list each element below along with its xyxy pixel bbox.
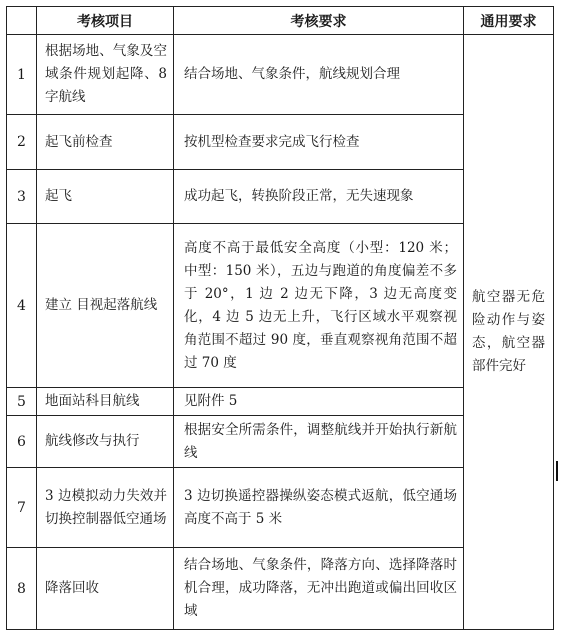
table-row — [7, 35, 554, 115]
row-number: 6 — [7, 416, 37, 468]
general-requirement: 航空器无危险动作与姿态，航空器部件完好 — [464, 35, 554, 630]
row-item: 3 边模拟动力失效并切换控制器低空通场 — [37, 468, 174, 548]
row-number: 5 — [7, 388, 37, 416]
row-number: 7 — [7, 468, 37, 548]
header-row — [7, 7, 554, 35]
row-item: 航线修改与执行 — [37, 416, 174, 468]
assessment-table — [6, 6, 554, 630]
text-cursor — [556, 461, 558, 481]
row-number: 4 — [7, 224, 37, 388]
row-number: 2 — [7, 115, 37, 170]
row-number: 3 — [7, 170, 37, 224]
row-item: 起飞前检查 — [37, 115, 174, 170]
row-item: 降落回收 — [37, 548, 174, 630]
row-requirement: 见附件 5 — [174, 388, 464, 416]
header-requirement: 考核要求 — [174, 7, 464, 35]
row-number: 8 — [7, 548, 37, 630]
row-requirement: 3 边切换遥控器操纵姿态模式返航，低空通场高度不高于 5 米 — [174, 468, 464, 548]
header-item: 考核项目 — [37, 7, 174, 35]
header-number — [7, 7, 37, 35]
row-item: 起飞 — [37, 170, 174, 224]
row-item: 建立 目视起落航线 — [37, 224, 174, 388]
row-item: 根据场地、气象及空域条件规划起降、8 字航线 — [37, 35, 174, 115]
row-number: 1 — [7, 35, 37, 115]
row-requirement: 根据安全所需条件，调整航线并开始执行新航线 — [174, 416, 464, 468]
row-requirement: 结合场地、气象条件，降落方向、选择降落时机合理，成功降落，无冲出跑道或偏出回收区域 — [174, 548, 464, 630]
row-item: 地面站科目航线 — [37, 388, 174, 416]
row-requirement: 高度不高于最低安全高度（小型：120 米；中型：150 米），五边与跑道的角度偏差不多于 20°，1 边 2 边无下降，3 边无高度变化，4 边 5 边无上升，飞行区域水平观察视角范围不超过 90 度，垂直观察视角范围不超过 70 度 — [174, 224, 464, 388]
header-general: 通用要求 — [464, 7, 554, 35]
row-requirement: 结合场地、气象条件，航线规划合理 — [174, 35, 464, 115]
row-requirement: 按机型检查要求完成飞行检查 — [174, 115, 464, 170]
row-requirement: 成功起飞，转换阶段正常，无失速现象 — [174, 170, 464, 224]
